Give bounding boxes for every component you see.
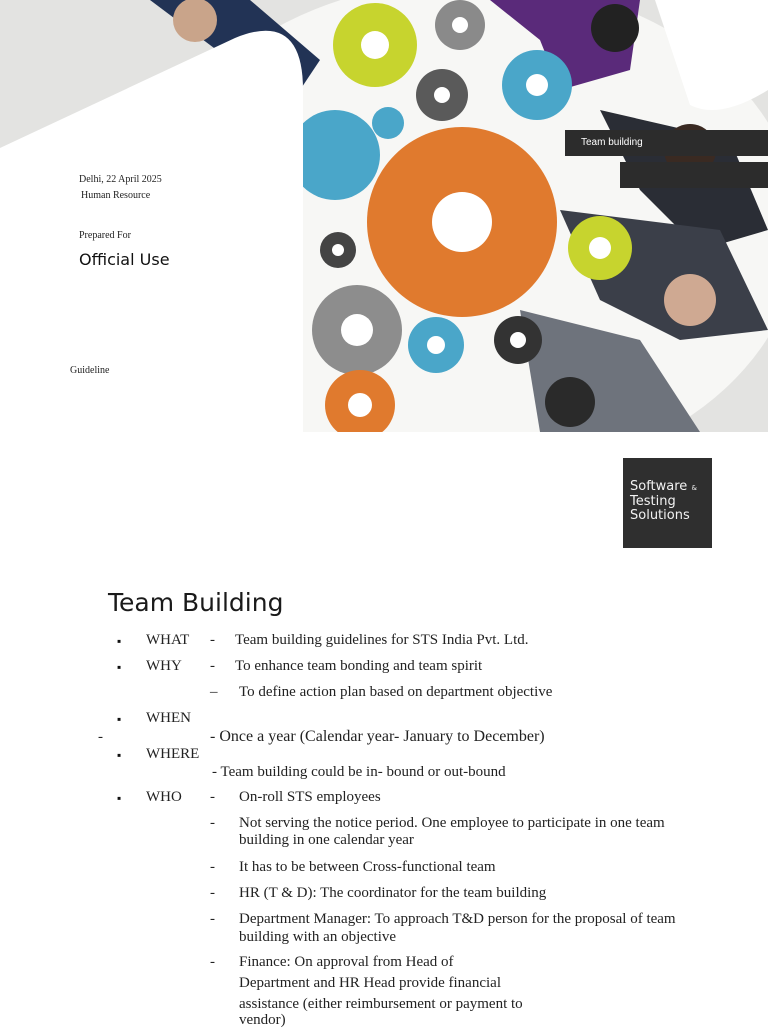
where-text: - Team building could be in- bound or out-bound [212,764,506,780]
what-label: WHAT [146,632,190,648]
why-dash: - [210,658,215,674]
logo-line-1: Software [630,479,688,494]
prepared-for-label: Prepared For [79,230,131,241]
why-text: To enhance team bonding and team spirit [235,658,483,674]
who-item-line: assistance (either reimbursement or payment to [239,996,523,1012]
who-item-dash: - [210,885,215,901]
bullet: ▪ [117,634,122,648]
cover-banner [565,130,768,156]
when-text: - Once a year (Calendar year- January to December) [210,728,545,745]
who-item-line: Not serving the notice period. One employee to participate in one team [239,815,665,831]
who-item-line: building with an objective [239,929,397,945]
what-dash: - [210,632,215,648]
who-item-dash: - [210,859,215,875]
logo-line-2: Testing [630,494,676,509]
who-item-line: It has to be between Cross-functional team [239,859,496,875]
cover-banner-secondary [620,162,768,188]
bullet: ▪ [117,660,122,674]
who-item-dash: - [210,954,215,970]
cover-white-panel [0,0,303,432]
section-title: Team Building [108,588,284,617]
who-item-line: Finance: On approval from Head of [239,954,454,970]
who-label: WHO [146,789,182,805]
when-stray-dash: - [98,729,103,745]
who-item-dash: - [210,789,215,805]
why-text-2: To define action plan based on department objective [239,684,553,700]
document-type: Guideline [70,365,110,376]
who-item-line: vendor) [239,1012,286,1028]
when-label: WHEN [146,710,191,726]
who-item-line: Department Manager: To approach T&D person for the proposal of team [239,911,676,927]
bullet: ▪ [117,712,122,726]
cover-banner-text: Team building [581,137,643,148]
who-item-line: On-roll STS employees [239,789,381,805]
cover-department: Human Resource [81,190,151,201]
who-item-dash: - [210,815,215,831]
company-logo [623,458,712,548]
prepared-for-value: Official Use [79,250,170,269]
logo-ampersand: & [691,484,697,492]
who-item-line: HR (T & D): The coordinator for the team building [239,885,547,901]
cover-page [0,0,768,432]
cover-date: Delhi, 22 April 2025 [79,174,162,185]
why-label: WHY [146,658,182,674]
who-item-line: Department and HR Head provide financial [239,975,501,991]
where-label: WHERE [146,746,200,762]
what-text: Team building guidelines for STS India Pvt. Ltd. [235,632,529,648]
who-item-line: building in one calendar year [239,832,414,848]
why-dash-2: – [210,684,218,700]
bullet: ▪ [117,748,122,762]
bullet: ▪ [117,791,122,805]
logo-line-3: Solutions [630,508,690,523]
who-item-dash: - [210,911,215,927]
